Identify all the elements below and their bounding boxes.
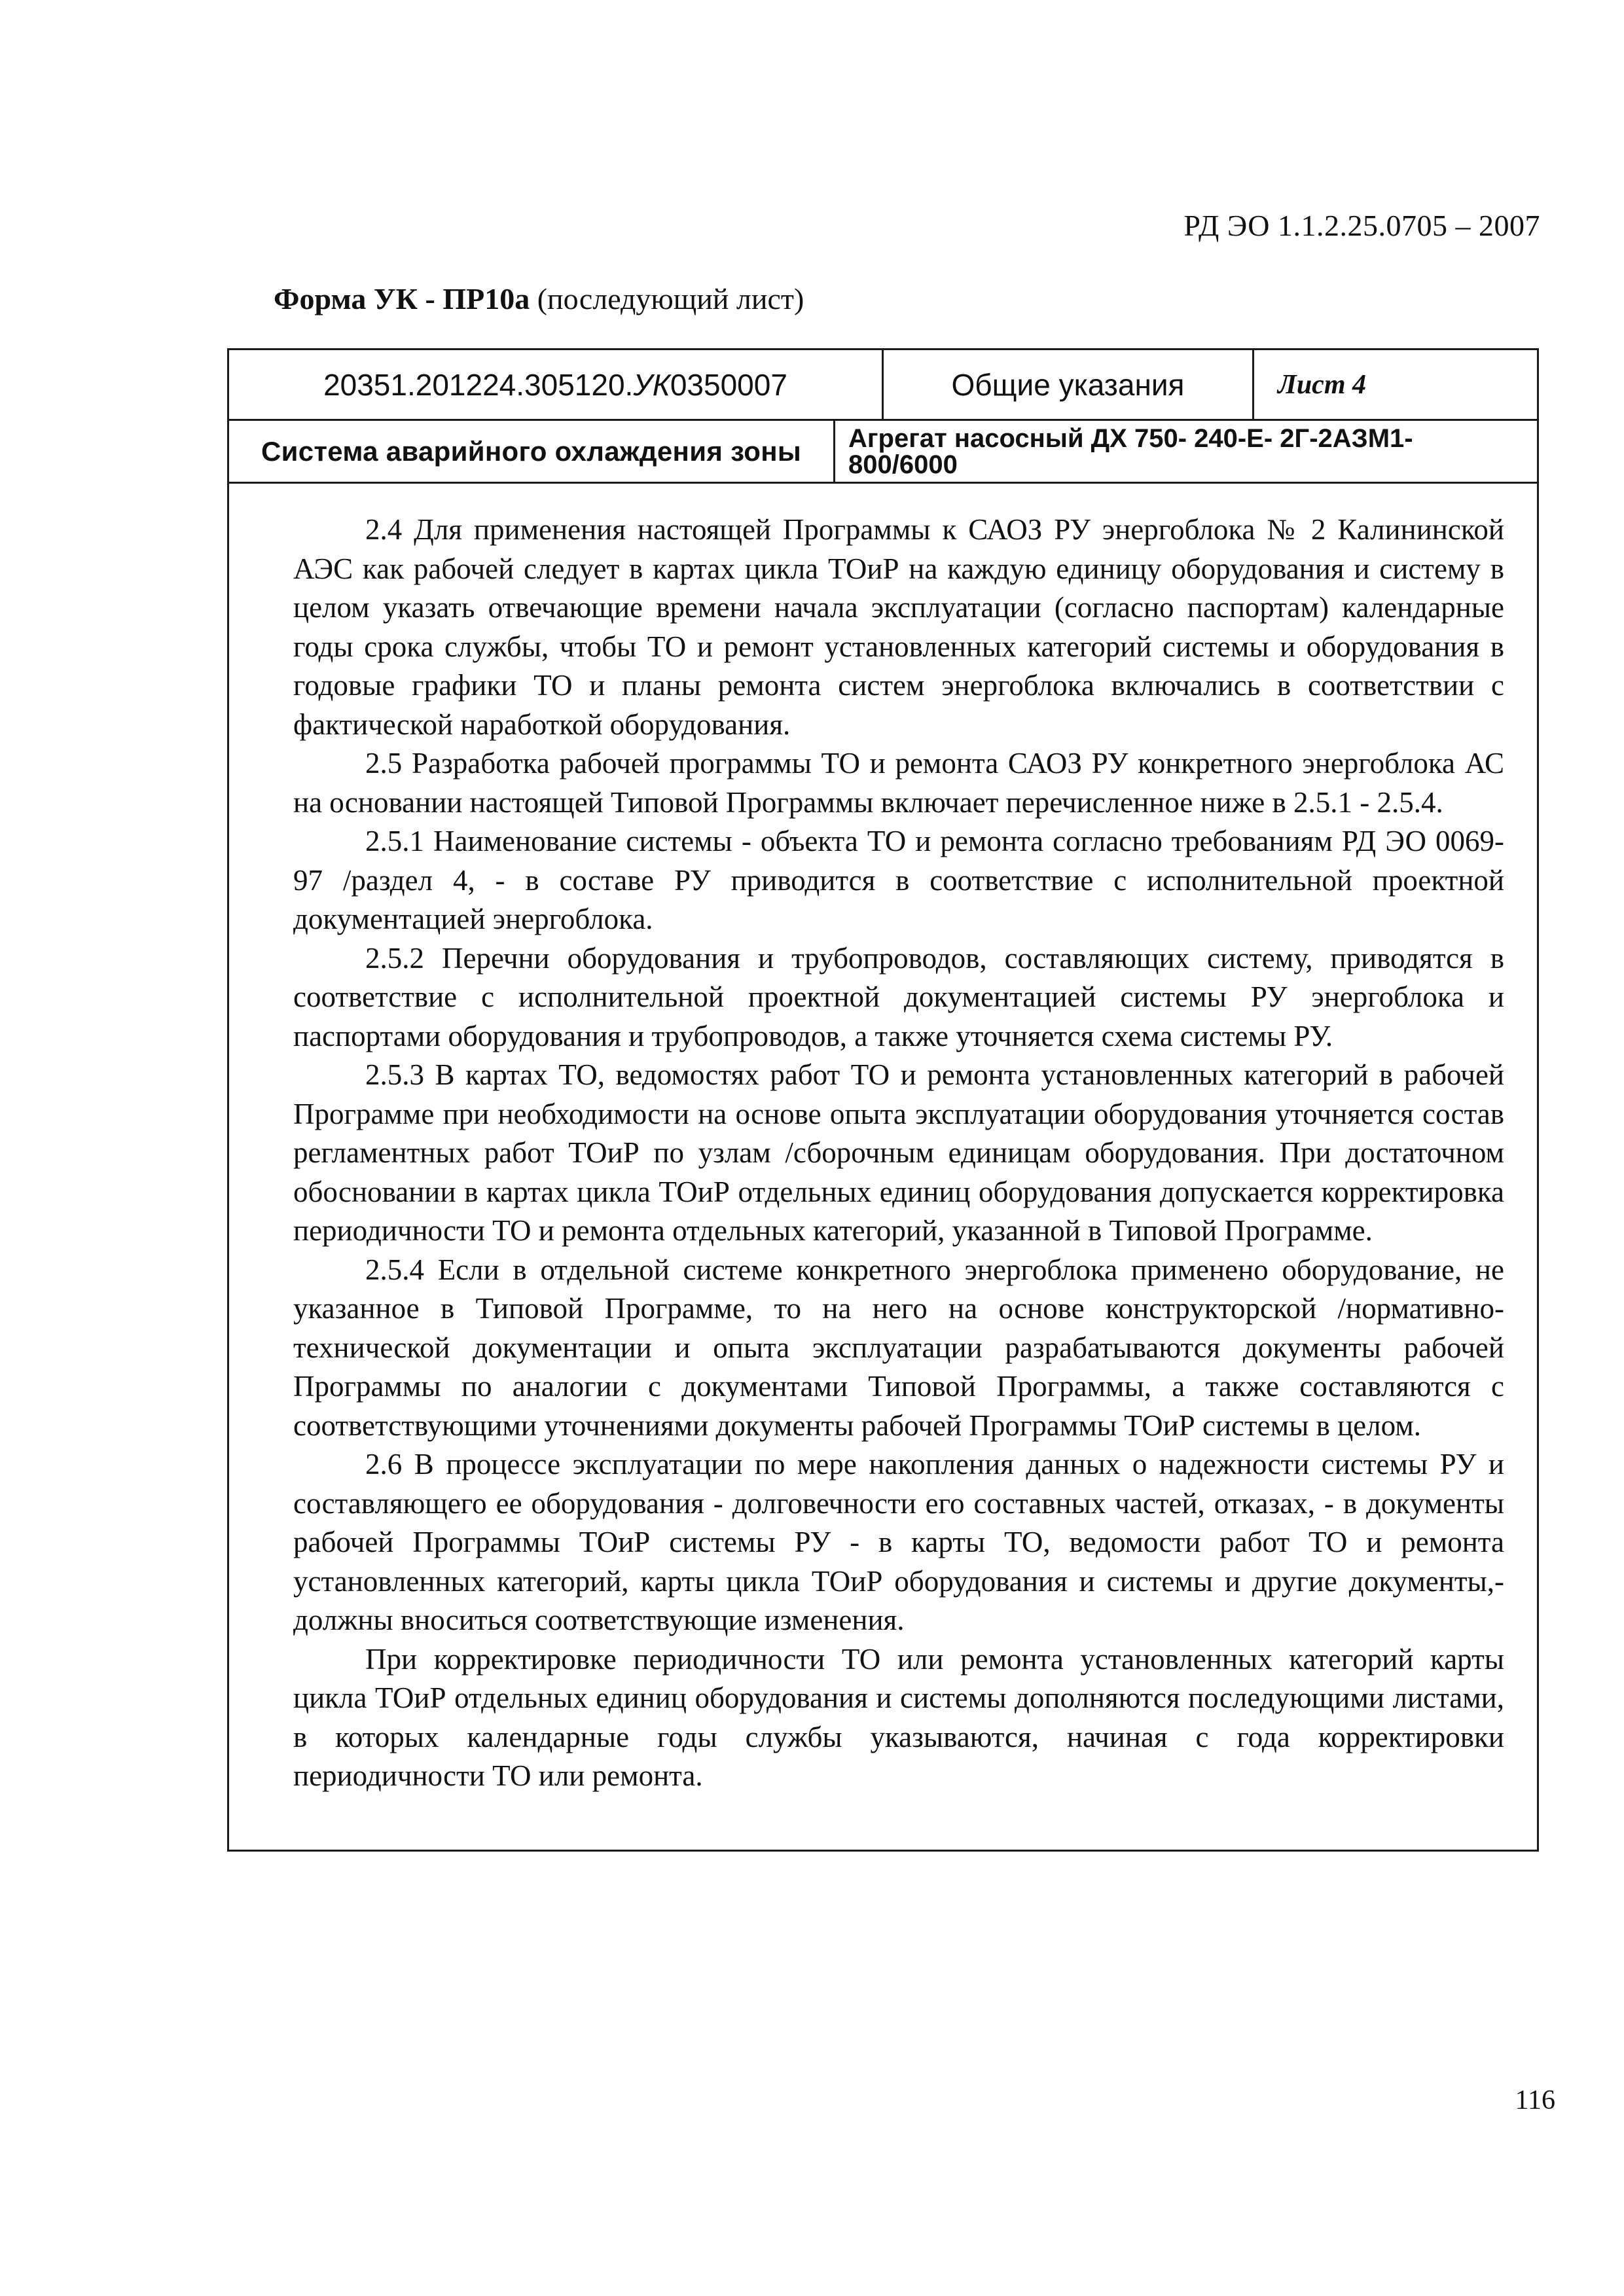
page-number: 116	[1515, 2085, 1555, 2115]
paragraph-2-5-4: 2.5.4 Если в отдельной системе конкретного энергоблока применено оборудование, не указанное в Типовой Программе, то на него на основе конструкторской /нормативно-технической документации и опыта эксплуатации разрабатываются документы рабочей Программы по аналогии с документами Типовой Программы, а также составляются с соответствующими уточнениями документы рабочей Программы ТОиР системы в целом.	[293, 1253, 1504, 1442]
document-code-cell	[229, 350, 884, 419]
sheet-label: Лист	[1278, 369, 1346, 400]
document-code-prefix: 20351.201224.305120.	[323, 367, 634, 402]
form-name: Форма УК - ПР10а	[274, 282, 530, 315]
sheet-cell	[1254, 350, 1537, 419]
system-name-cell: Система аварийного охлаждения зоны	[229, 421, 835, 482]
document-code-suffix: 0350007	[670, 367, 787, 402]
paragraph-2-6: 2.6 В процессе эксплуатации по мере накопления данных о надежности системы РУ и составляющего ее оборудования - долговечности его составных частей, отказах, - в документы рабочей Программы ТОиР системы РУ - в карты ТО, ведомости работ ТО и ремонта установленных категорий, карты цикла ТОиР оборудования и системы и другие документы,- должны вноситься соответствующие изменения.	[293, 1448, 1504, 1636]
header-row-2	[229, 421, 1537, 484]
paragraph-correction: При корректировке периодичности ТО или ремонта установленных категорий карты цикла ТОиР отдельных единиц оборудования и системы дополняются последующими листами, в которых календарные годы службы указываются, начиная с года корректировки периодичности ТО или ремонта.	[293, 1642, 1504, 1792]
form-caption	[274, 281, 804, 316]
form-sheet-type: (последующий лист)	[530, 282, 804, 315]
paragraph-2-5-3: 2.5.3 В картах ТО, ведомостях работ ТО и ремонта установленных категорий в рабочей Программе при необходимости на основе опыта эксплуатации оборудования уточняется состав регламентных работ ТОиР по узлам /сборочным единицам оборудования. При достаточном обосновании в картах цикла ТОиР отдельных единиц оборудования допускается корректировка периодичности ТО и ремонта отдельных категорий, указанной в Типовой Программе.	[293, 1058, 1504, 1247]
document-code-letters: УК	[633, 367, 670, 402]
body-text	[293, 511, 1504, 1796]
paragraph-2-5: 2.5 Разработка рабочей программы ТО и ремонта САОЗ РУ конкретного энергоблока АС на основании настоящей Типовой Программы включает перечисленное ниже в 2.5.1 - 2.5.4.	[293, 747, 1504, 819]
sheet-number: 4	[1352, 369, 1366, 400]
document-number: РД ЭО 1.1.2.25.0705 – 2007	[1183, 209, 1540, 242]
equipment-cell	[835, 421, 1537, 482]
paragraph-2-5-2: 2.5.2 Перечни оборудования и трубопроводов, составляющих систему, приводятся в соответствие с исполнительной проектной документацией системы РУ энергоблока и паспортами оборудования и трубопроводов, а также уточняется схема системы РУ.	[293, 941, 1504, 1052]
equipment-name: Агрегат насосный ДХ 750- 240-Е- 2Г-2АЗМ1- 800/6000	[848, 423, 1413, 479]
section-title-cell: Общие указания	[884, 350, 1254, 419]
header-row-1	[229, 350, 1537, 421]
paragraph-2-5-1: 2.5.1 Наименование системы - объекта ТО и ремонта согласно требованиям РД ЭО 0069-97 /раздел 4, - в составе РУ приводится в соответствие с исполнительной проектной документацией энергоблока.	[293, 825, 1504, 935]
paragraph-2-4: 2.4 Для применения настоящей Программы к САОЗ РУ энергоблока № 2 Калининской АЭС как рабочей следует в картах цикла ТОиР на каждую единицу оборудования и систему в целом указать отвечающие времени начала эксплуатации (согласно паспортам) календарные годы срока службы, чтобы ТО и ремонт установленных категорий системы и оборудования в годовые графики ТО и планы ремонта систем энергоблока включались в соответствии с фактической наработкой оборудования.	[293, 513, 1504, 741]
form-frame	[227, 348, 1539, 1852]
